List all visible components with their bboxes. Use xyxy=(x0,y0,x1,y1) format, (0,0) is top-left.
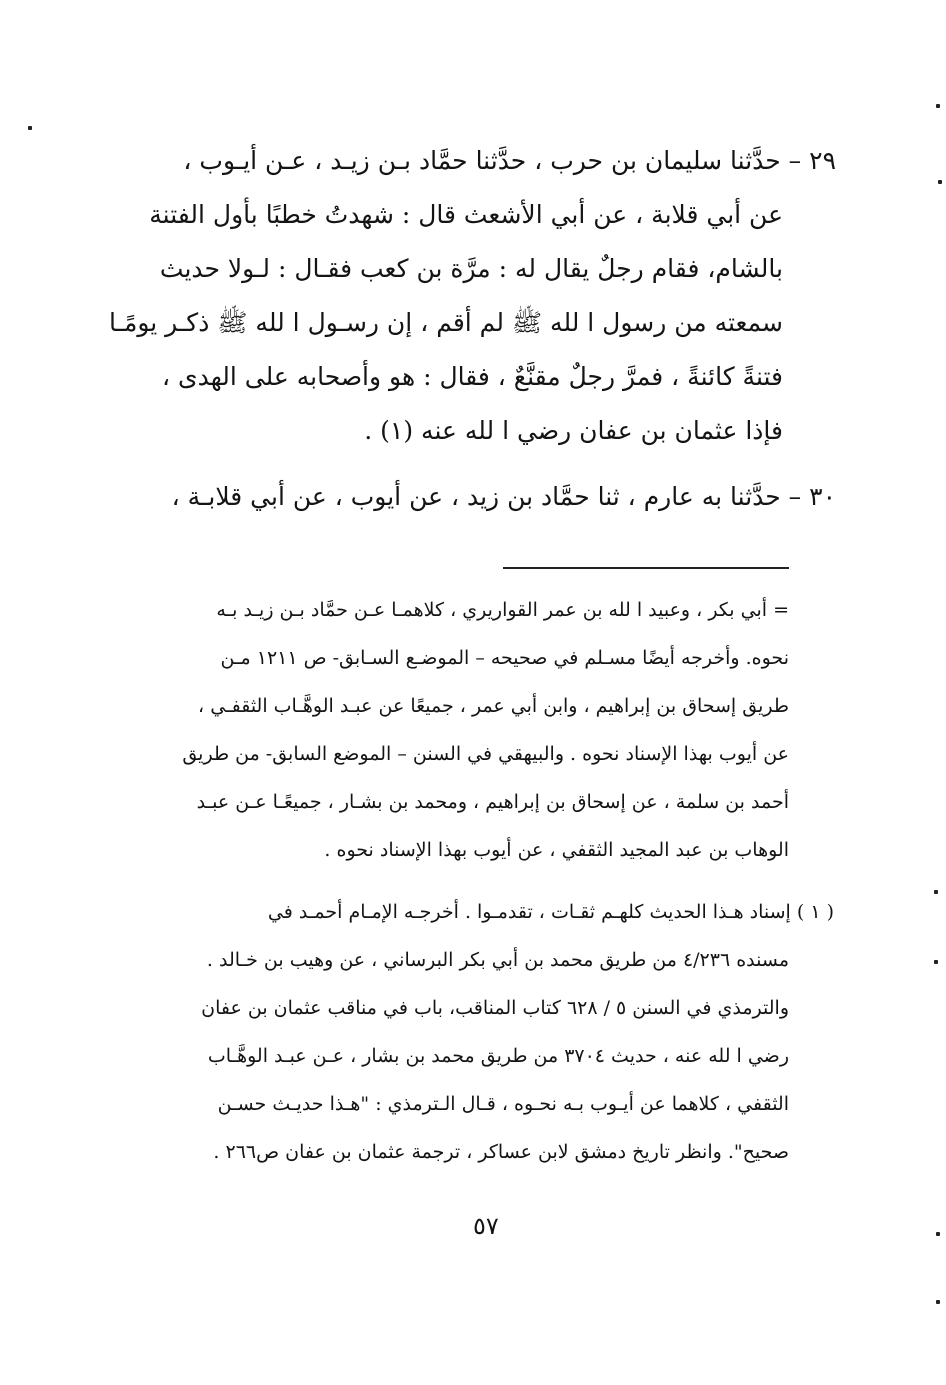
footnote-line: رضي ا لله عنه ، حديث ٣٧٠٤ من طريق محمد بن بشار ، عـن عبـد الوهَّـاب xyxy=(207,1045,789,1067)
footnote-line: نحوه. وأخرجه أيضًا مسـلم في صحيحه – الموضـع السـابق- ص ١٢١١ مـن xyxy=(220,647,789,669)
footnote-line: والترمذي في السنن ٥ / ٦٢٨ كتاب المناقب، باب في مناقب عثمان بن عفان xyxy=(201,997,789,1019)
footnote-line: أحمد بن سلمة ، عن إسحاق بن إبراهيم ، ومحمد بن بشـار ، جميعًـا عـن عبـد xyxy=(196,791,789,813)
scan-speck xyxy=(936,104,940,108)
scan-speck xyxy=(934,960,938,964)
text-line: فتنةً كائنةً ، فمرَّ رجلٌ مقنَّعٌ ، فقال : هو وأصحابه على الهدى ، xyxy=(162,362,783,391)
text-line: بالشام، فقام رجلٌ يقال له : مرَّة بن كعب فقـال : لـولا حديث xyxy=(159,254,783,283)
text-line: ٣٠ – حدَّثنا به عارم ، ثنا حمَّاد بن زيد ، عن أيوب ، عن أبي قلابـة ، xyxy=(171,482,836,511)
text-line: ٢٩ – حدَّثنا سليمان بن حرب ، حدَّثنا حمَّاد بـن زيـد ، عـن أيـوب ، xyxy=(183,146,836,175)
text-line: عن أبي قلابة ، عن أبي الأشعث قال : شهدتُ خطبًا بأول الفتنة xyxy=(149,200,783,229)
page-number: ٥٧ xyxy=(473,1212,499,1240)
footnote-line: طريق إسحاق بن إبراهيم ، وابن أبي عمر ، جميعًا عن عبـد الوهَّـاب الثقفـي ، xyxy=(198,695,789,717)
footnote-line: صحيح". وانظر تاريخ دمشق لابن عساكر ، ترجمة عثمان بن عفان ص٢٦٦ . xyxy=(213,1141,789,1163)
scan-speck xyxy=(938,180,942,184)
scan-speck xyxy=(934,890,938,894)
scan-speck xyxy=(28,126,32,130)
footnote-line: عن أيوب بهذا الإسناد نحوه . والبيهقي في السنن – الموضع السابق- من طريق xyxy=(182,743,789,765)
scan-speck xyxy=(936,1300,940,1304)
footnote-line: ( ١ ) إسناد هـذا الحديث كلهـم ثقـات ، تقدمـوا . أخرجـه الإمـام أحمـد في xyxy=(267,901,834,923)
footnote-separator xyxy=(503,567,789,569)
footnote-line: مسنده ٤/٢٣٦ من طريق محمد بن أبي بكر البرساني ، عن وهيب بن خـالد . xyxy=(206,949,789,971)
footnote-line: الثقفي ، كلاهما عن أيـوب بـه نحـوه ، قـال الـترمذي : "هـذا حديـث حسـن xyxy=(217,1093,789,1115)
text-line: فإذا عثمان بن عفان رضي ا لله عنه (١) . xyxy=(364,416,783,445)
footnote-line: الوهاب بن عبد المجيد الثقفي ، عن أيوب بهذا الإسناد نحوه . xyxy=(324,839,789,861)
text-line: سمعته من رسول ا لله ﷺ لم أقم ، إن رسـول ا لله ﷺ ذكـر يومًـا xyxy=(109,308,783,337)
footnote-line: = أبي بكر ، وعبيد ا لله بن عمر القواريري ، كلاهمـا عـن حمَّاد بـن زيـد بـه xyxy=(216,599,789,621)
scan-speck xyxy=(936,1232,940,1236)
